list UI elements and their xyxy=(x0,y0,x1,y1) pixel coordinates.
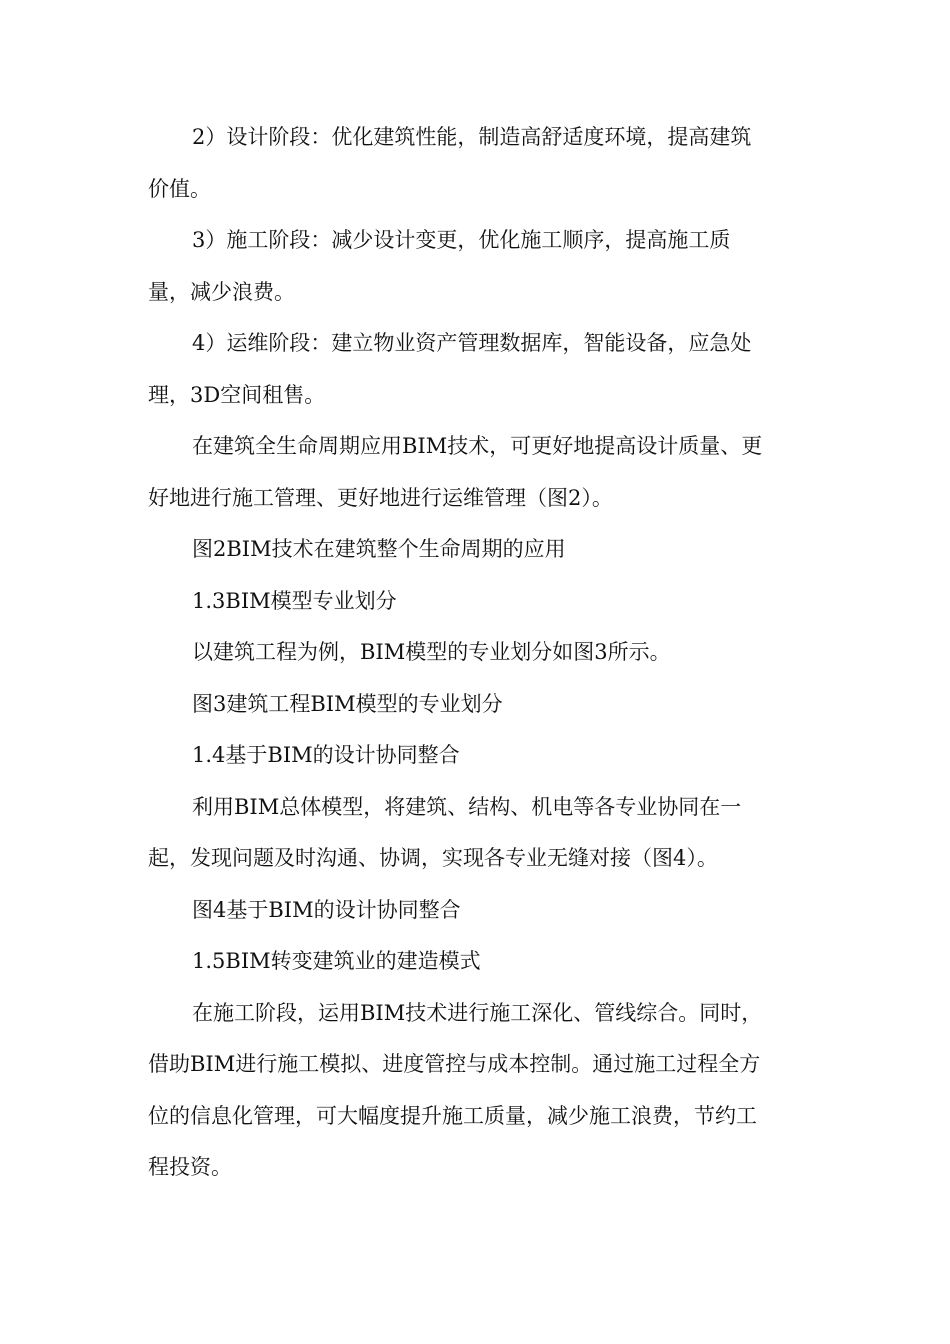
figure-2-caption: 图2BIM技术在建筑整个生命周期的应用 xyxy=(192,537,566,561)
figure-4-caption: 图4基于BIM的设计协同整合 xyxy=(192,897,461,922)
paragraph-construction-stage: 3）施工阶段：减少设计变更，优化施工顺序，提高施工质 量，减少浪费。 xyxy=(148,228,731,304)
figure-3-caption: 图3建筑工程BIM模型的专业划分 xyxy=(192,691,503,716)
paragraph-division-intro: 以建筑工程为例，BIM模型的专业划分如图3所示。 xyxy=(192,640,671,664)
section-heading-1-4: 1.4基于BIM的设计协同整合 xyxy=(192,743,460,767)
paragraph-construction-mode-body: 在施工阶段，运用BIM技术进行施工深化、管线综合。同时， 借助BIM进行施工模拟、进度管控与成本控制。通过施工过程全方 位的信息化管理，可大幅度提升施工质量，减少施工浪费，节约工 程投资。 xyxy=(148,1000,763,1179)
paragraph-lifecycle-summary: 在建筑全生命周期应用BIM技术，可更好地提高设计质量、更 好地进行施工管理、更好地进行运维管理（图2）。 xyxy=(148,434,763,510)
section-heading-1-3: 1.3BIM模型专业划分 xyxy=(192,588,397,613)
document-body xyxy=(148,112,808,1194)
paragraph-design-stage: 2）设计阶段：优化建筑性能，制造高舒适度环境，提高建筑 价值。 xyxy=(148,125,752,201)
paragraph-operation-stage: 4）运维阶段：建立物业资产管理数据库，智能设备，应急处 理，3D空间租售。 xyxy=(148,331,752,407)
paragraph-collaboration-body: 利用BIM总体模型，将建筑、结构、机电等各专业协同在一 起，发现问题及时沟通、协调，实现各专业无缝对接（图4）。 xyxy=(148,794,742,870)
section-heading-1-5: 1.5BIM转变建筑业的建造模式 xyxy=(192,949,481,973)
